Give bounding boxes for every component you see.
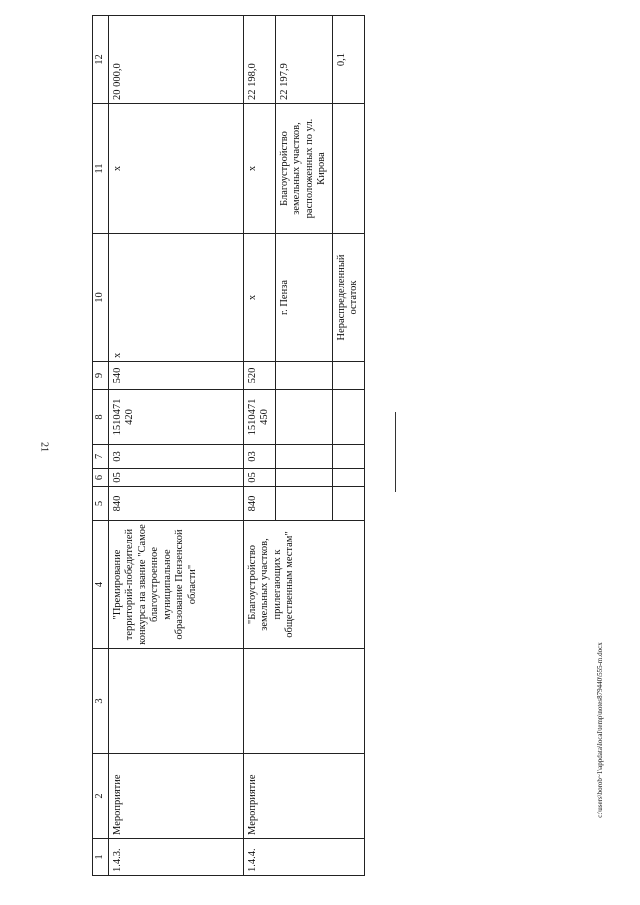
table-row — [243, 16, 275, 876]
budget-table — [92, 15, 365, 876]
row-code: 840 — [243, 487, 275, 521]
row-section — [275, 469, 332, 487]
header-cell: 3 — [93, 649, 109, 754]
row-subsection — [332, 445, 364, 469]
row-number: 1.4.3. — [108, 839, 243, 876]
row-amount: 20 000,0 — [108, 16, 243, 104]
row-municipality: Нераспределенный остаток — [332, 234, 364, 362]
row-municipality: х — [243, 234, 275, 362]
row-object: Благоустройство земельных участков, расположенных по ул. Кирова — [275, 104, 332, 234]
row-description: "Премирование территорий-победителей конкурса на звание "Самое благоустроенное муниципальное образование Пензенской области" — [108, 521, 243, 649]
row-object: х — [108, 104, 243, 234]
rotated-table-container — [92, 16, 359, 876]
header-cell: 4 — [93, 521, 109, 649]
divider-line — [395, 412, 396, 492]
row-section: 05 — [108, 469, 243, 487]
row-subsection — [275, 445, 332, 469]
row-target-article: 1510471 450 — [243, 390, 275, 445]
row-section — [332, 469, 364, 487]
row-code — [332, 487, 364, 521]
header-cell: 10 — [93, 234, 109, 362]
row-cell — [108, 649, 243, 754]
row-subsection: 03 — [108, 445, 243, 469]
header-cell: 11 — [93, 104, 109, 234]
footer-file-path: c:\users\borob~1\appdata\local\temp\notes879440\555-m.docx — [596, 642, 604, 818]
table-row — [108, 16, 243, 876]
row-object — [332, 104, 364, 234]
row-target-article — [332, 390, 364, 445]
row-municipality: г. Пенза — [275, 234, 332, 362]
row-section: 05 — [243, 469, 275, 487]
row-object: х — [243, 104, 275, 234]
header-cell: 6 — [93, 469, 109, 487]
row-cell — [243, 649, 364, 754]
header-cell: 8 — [93, 390, 109, 445]
header-cell: 9 — [93, 362, 109, 390]
row-type: Мероприятие — [243, 754, 364, 839]
row-amount: 22 198,0 — [243, 16, 275, 104]
row-type: Мероприятие — [108, 754, 243, 839]
row-expense-type: 540 — [108, 362, 243, 390]
header-cell: 2 — [93, 754, 109, 839]
header-cell: 5 — [93, 487, 109, 521]
row-expense-type — [332, 362, 364, 390]
header-cell: 12 — [93, 16, 109, 104]
row-number: 1.4.4. — [243, 839, 364, 876]
row-target-article — [275, 390, 332, 445]
row-amount: 0,1 — [332, 16, 364, 104]
page-number: 21 — [38, 442, 50, 452]
header-row — [93, 16, 109, 876]
row-code — [275, 487, 332, 521]
row-expense-type — [275, 362, 332, 390]
row-subsection: 03 — [243, 445, 275, 469]
row-description: "Благоустройство земельных участков, прилегающих к общественным местам" — [243, 521, 364, 649]
row-target-article: 1510471 420 — [108, 390, 243, 445]
row-municipality: х — [108, 234, 243, 362]
row-amount: 22 197,9 — [275, 16, 332, 104]
row-code: 840 — [108, 487, 243, 521]
header-cell: 1 — [93, 839, 109, 876]
row-expense-type: 520 — [243, 362, 275, 390]
header-cell: 7 — [93, 445, 109, 469]
